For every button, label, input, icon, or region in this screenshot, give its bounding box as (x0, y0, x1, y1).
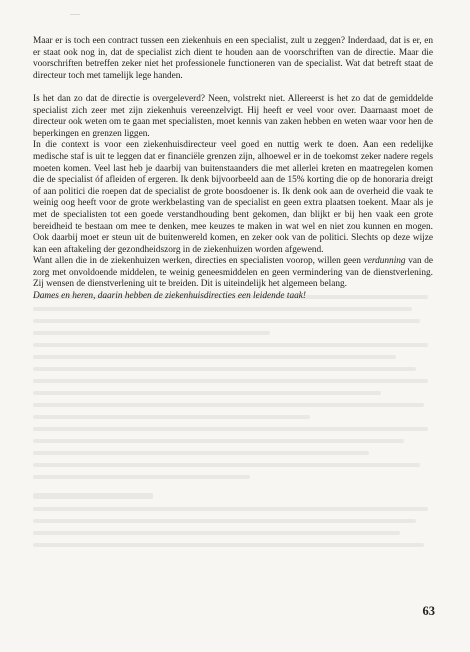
scan-mark (70, 14, 80, 21)
show-through-text (33, 295, 428, 585)
paragraph-algemeen-belang (33, 256, 433, 291)
text-run: Want allen die in de ziekenhuizen werken, directies en specialisten voorop, willen geen (33, 256, 364, 267)
emphasized-word: verdunning (363, 256, 406, 267)
paragraph-context: In die context is voor een ziekenhuisdirecteur veel goed en nuttig werk te doen. Aan een redelijke medische staf is uit te leggen dat er financiële grenzen zijn, alhoewel er in de toekomst zeker nadere regels moeten komen. Veel last heb je daarbij van buitenstaanders die met allerlei kreten en maatregelen komen die de specialist óf afleiden of ergeren. Ik denk bijvoorbeeld aan de 15% korting die op de honoraria dreigt of aan politici die roepen dat de specialist de grote boosdoener is. Ik denk ook aan de overheid die vaak te weinig oog heeft voor de grote werkbelasting van de specialist en geen extra plaatsen toekent. Maar als je met de specialisten tot een goede verstandhouding bent gekomen, dan blijkt er bij hen vaak een grote bereidheid te bestaan om mee te denken, mee keuzes te maken in wat wel en niet zou kunnen en mogen. Ook daarbij moet er steun uit de buitenwereld komen, en zeker ook van de politici. Slechts op deze wijze kan een aftakeling der gezondheidszorg in de ziekenhuizen worden afgewend. (33, 140, 433, 255)
paragraph-directie: Is het dan zo dat de directie is overgeleverd? Neen, volstrekt niet. Allereerst is het zo dat de gemiddelde specialist zich zeer met zijn ziekenhuis vereenzelvigt. Hij heeft er veel voor over. Daarnaast moet de directeur ook weten om te gaan met specialisten, moet kennis van zaken hebben en weten waar voor hen de beperkingen en grenzen liggen. (33, 93, 433, 139)
body-text (33, 36, 433, 303)
text-run: van de zorg met onvoldoende middelen, te weinig geneesmiddelen en geen vermindering van de dienstverlening. Zij wensen de dienstverlening uit te breiden. Dit is uiteindelijk het algemeen belang. (33, 256, 433, 290)
paragraph-contract: Maar er is toch een contract tussen een ziekenhuis en een specialist, zult u zeggen? Inderdaad, dat is er, en er staat ook nog in, dat de specialist zich dient te houden aan de voorschriften van de directie. Maar die voorschriften betreffen zeker niet het professionele functioneren van de specialist. Wat dat betreft staat de directeur toch met tamelijk lege handen. (33, 36, 433, 81)
page-number: 63 (422, 604, 435, 618)
closing-statement: Dames en heren, daarin hebben de ziekenhuisdirecties een leidende taak! (33, 291, 306, 302)
